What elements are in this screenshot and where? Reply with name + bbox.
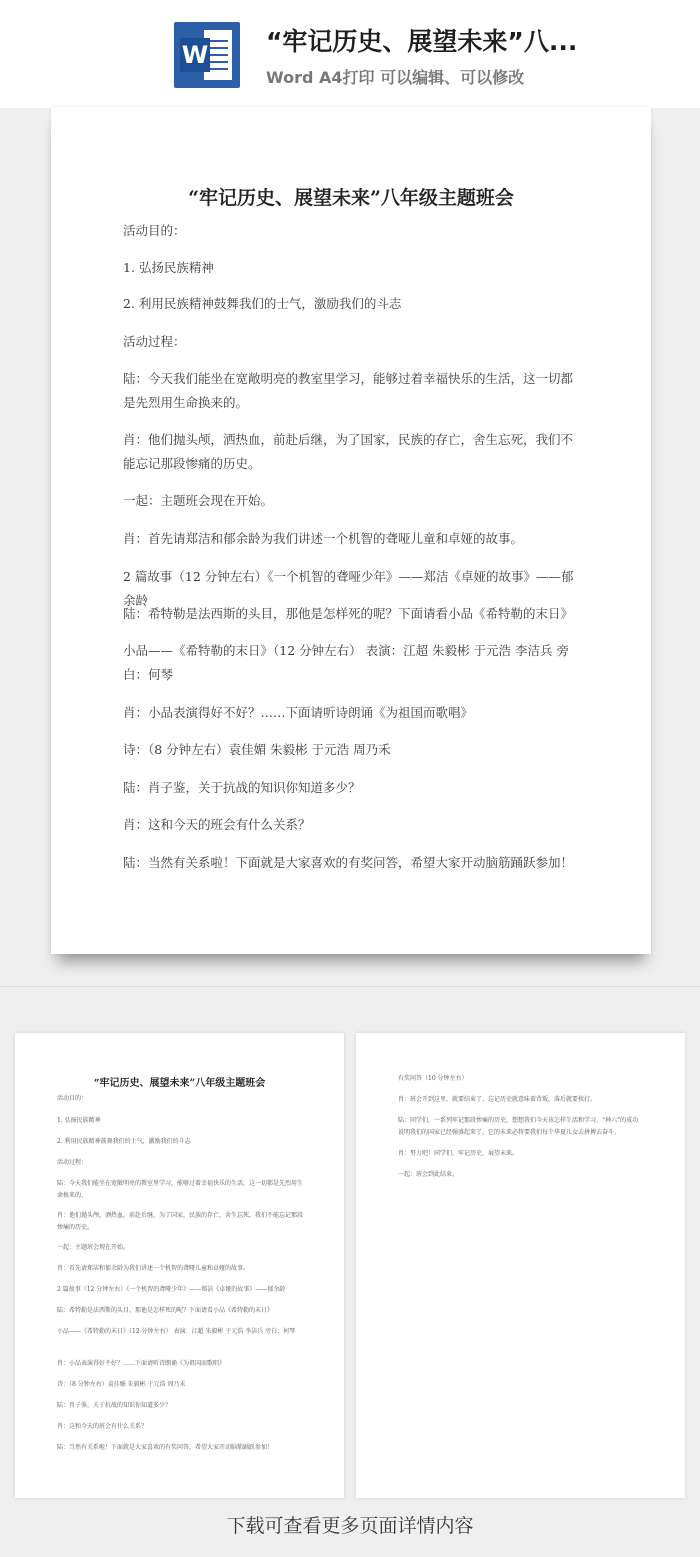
thumbnail-paragraph: 陆：今天我们能坐在宽敞明亮的教室里学习，能够过着幸福快乐的生活，这一切都是先烈用生命换来的。: [57, 1180, 304, 1199]
thumbnail-title: “牢记历史、展望未来”八年级主题班会: [93, 1078, 266, 1089]
thumbnail-paragraph: 陆：肖子鉴，关于抗战的知识你知道多少？: [57, 1402, 172, 1409]
word-letter: W: [180, 38, 210, 72]
thumbnail-paragraph: 肖：这和今天的班会有什么关系？: [57, 1423, 148, 1430]
thumbnail-paragraph: 陆：当然有关系啦！下面就是大家喜欢的有奖问答，希望大家开动脑筋踊跃参加！: [57, 1444, 274, 1451]
document-subtitle: Word A4打印 可以编辑、可以修改: [266, 68, 525, 87]
thumbnail-paragraph: 有奖问答（10 分钟左右）: [398, 1075, 468, 1082]
thumbnail-paragraph: 肖：班会开到这里，就要结束了，忘记历史就意味着背叛，落后就要挨打。: [398, 1096, 597, 1103]
paragraph: 陆：希特勒是法西斯的头目，那他是怎样死的呢？下面请看小品《希特勒的末日》: [123, 606, 574, 621]
thumbnail-paragraph: 陆：同学们，一系列牢记那段惨痛的历史，想想我们今天该怎样生活和学习，“神六”的成功说明我们的国家已经强盛起来了，它的未来必将要我们每个华夏儿女去拼搏去奋斗。: [398, 1117, 639, 1136]
paragraph: 活动目的：: [123, 223, 186, 238]
paragraph: 陆：今天我们能坐在宽敞明亮的教室里学习，能够过着幸福快乐的生活，这一切都是先烈用生命换来的。: [123, 371, 574, 410]
paragraph: 小品——《希特勒的末日》（12 分钟左右） 表演：江超 朱毅彬 于元浩 李洁兵 旁白：何琴: [123, 643, 569, 682]
thumbnail-paragraph: 小品——《希特勒的末日》（12 分钟左右） 表演：江超 朱毅彬 于元浩 李洁兵 旁白：何琴: [57, 1328, 296, 1335]
section-divider: [0, 986, 700, 987]
thumbnail-paragraph: 肖：小品表演得好不好？……下面请听诗朗诵《为祖国而歌唱》: [57, 1360, 226, 1367]
document-page-preview: [51, 107, 651, 954]
paragraph: 1. 弘扬民族精神: [123, 260, 214, 275]
paragraph: 2. 利用民族精神鼓舞我们的士气，激励我们的斗志: [123, 296, 402, 311]
thumbnail-paragraph: 2. 利用民族精神鼓舞我们的士气，激励我们的斗志: [57, 1138, 191, 1145]
paragraph: 诗：（8 分钟左右）袁佳媚 朱毅彬 于元浩 周乃禾: [123, 742, 391, 757]
page-thumbnail-1[interactable]: [15, 1033, 344, 1498]
paragraph: 陆：肖子鉴，关于抗战的知识你知道多少？: [123, 780, 361, 795]
thumbnail-paragraph: 一起：主题班会现在开始。: [57, 1244, 130, 1251]
thumbnail-paragraph: 肖：首先请郑洁和郁余龄为我们讲述一个机智的聋哑儿童和卓娅的故事。: [57, 1265, 250, 1272]
thumbnail-paragraph: 肖：他们抛头颅，洒热血，前赴后继，为了国家，民族的存亡，舍生忘死，我们不能忘记那段惨痛的历史。: [57, 1212, 304, 1231]
page-title: “牢记历史、展望未来”八年级主题班会: [188, 187, 514, 209]
thumbnail-paragraph: 活动过程：: [57, 1159, 88, 1166]
thumbnail-paragraph: 活动目的：: [57, 1095, 88, 1102]
paragraph: 肖：小品表演得好不好？……下面请听诗朗诵《为祖国而歌唱》: [123, 705, 474, 720]
paragraph: 肖：首先请郑洁和郁余龄为我们讲述一个机智的聋哑儿童和卓娅的故事。: [123, 531, 524, 546]
paragraph: 肖：这和今天的班会有什么关系？: [123, 817, 311, 832]
thumbnail-paragraph: 诗：（8 分钟左右）袁佳媚 朱毅彬 于元浩 周乃禾: [57, 1381, 186, 1388]
word-document-icon: [174, 22, 240, 88]
paragraph: 一起：主题班会现在开始。: [123, 493, 274, 508]
paragraph: 陆：当然有关系啦！下面就是大家喜欢的有奖问答，希望大家开动脑筋踊跃参加！: [123, 855, 574, 870]
thumbnail-paragraph: 肖：努力吧！同学们，牢记历史，展望未来。: [398, 1150, 519, 1157]
thumbnail-paragraph: 1. 弘扬民族精神: [57, 1117, 101, 1124]
thumbnail-paragraph: 一起：班会到此结束。: [398, 1171, 459, 1178]
paragraph: 2 篇故事（12 分钟左右）《一个机智的聋哑少年》——郑洁《卓娅的故事》——郁余龄: [123, 569, 574, 608]
thumbnail-paragraph: 陆：希特勒是法西斯的头目，那他是怎样死的呢？下面请看小品《希特勒的末日》: [57, 1307, 274, 1314]
header-banner: [0, 0, 700, 108]
thumbnail-paragraph: 2 篇故事（12 分钟左右）《一个机智的聋哑少年》——郑洁《卓娅的故事》——郁余龄: [57, 1286, 286, 1293]
paragraph: 活动过程：: [123, 334, 186, 349]
page-thumbnail-2[interactable]: [356, 1033, 685, 1498]
document-title-header: “牢记历史、展望未来”八...: [266, 27, 578, 56]
download-more-link[interactable]: 下载可查看更多页面详情内容: [226, 1515, 474, 1537]
paragraph: 肖：他们抛头颅，洒热血，前赴后继，为了国家，民族的存亡，舍生忘死，我们不能忘记那段惨痛的历史。: [123, 432, 574, 471]
